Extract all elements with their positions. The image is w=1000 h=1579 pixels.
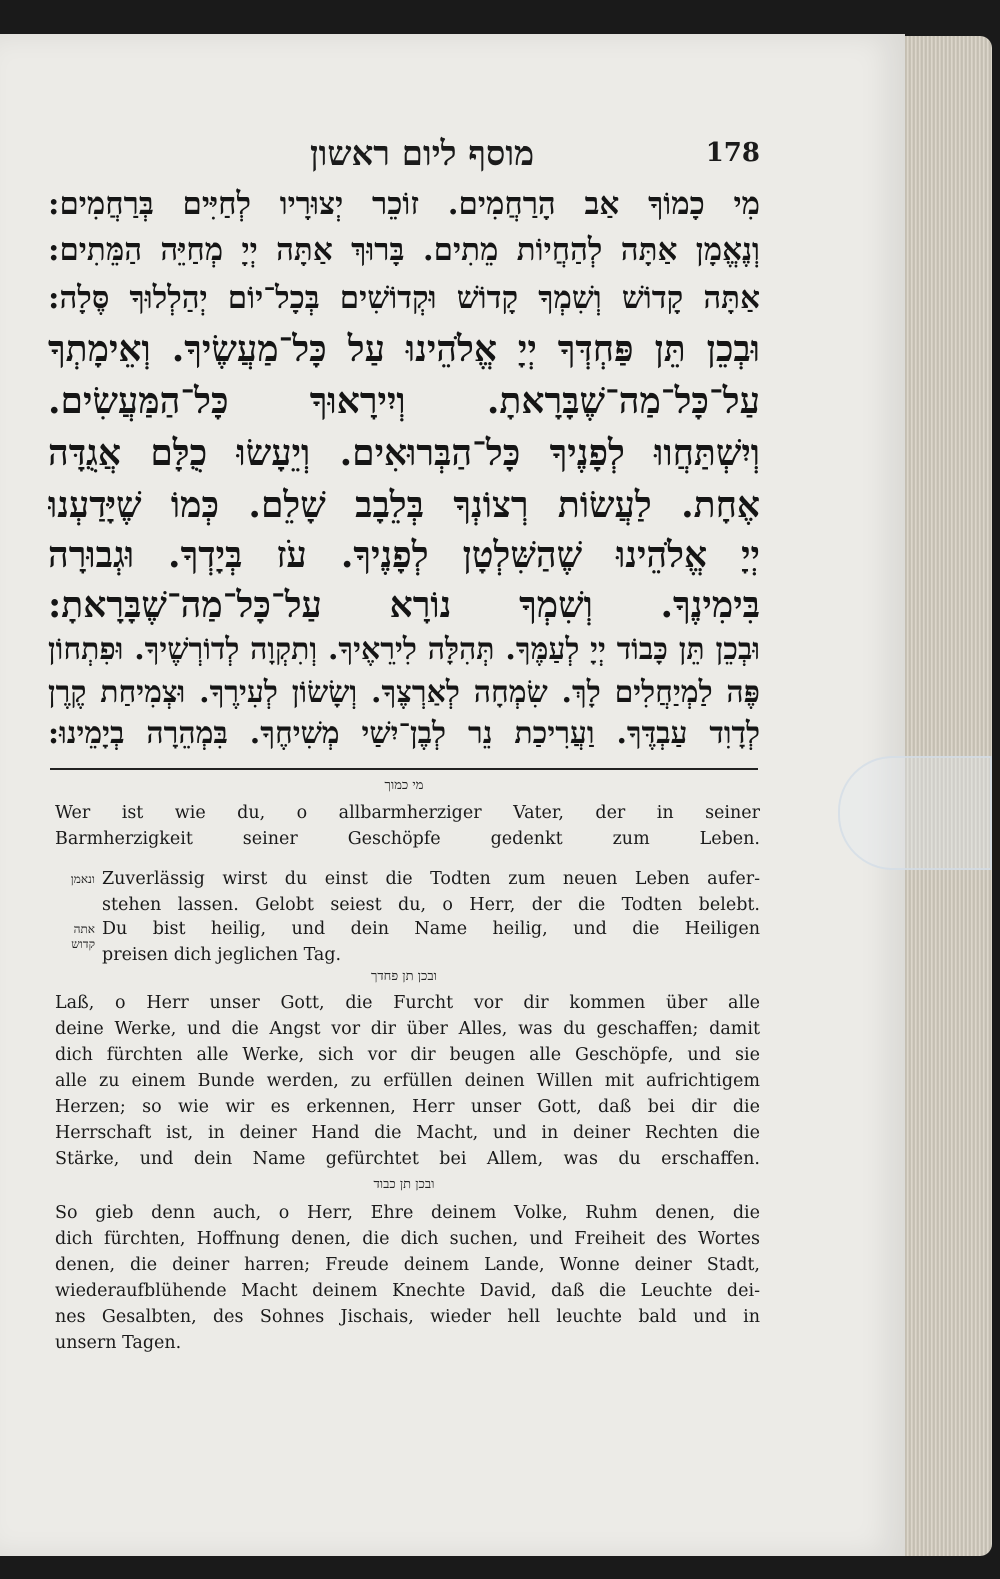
translation-paragraph	[102, 866, 760, 918]
translation-paragraph	[55, 1200, 760, 1356]
text-line: So gieb denn auch, o Herr, Ehre deinem Volke, Ruhm denen, die	[55, 1203, 760, 1223]
note-tag: אתה קדוש	[71, 922, 95, 951]
hebrew-line: מִי כָמוֹךָ אַב הָרַחֲמִים. זוֹכֵר יְצוּרָיו לְחַיִּים בְּרַחֲמִים:	[48, 186, 760, 222]
text-line: Herzen; so wie wir es erkennen, Herr unser Gott, daß bei dir die	[55, 1097, 760, 1117]
hebrew-line: פֶּה לַמְיַחֲלִים לָךְ. שִׂמְחָה לְאַרְצֶךָ. וְשָׂשׂוֹן לְעִירֶךָ. וּצְמִיחַת קֶרֶן	[48, 675, 760, 710]
translation-paragraph	[55, 990, 760, 1172]
hebrew-line: בִּימִינֶךָ. וְשִׁמְךָ נוֹרָא עַל־כָּל־מַה־שֶׁבָּרָאתָ:	[48, 584, 760, 626]
text-line: Stärke, und dein Name gefürchtet bei Allem, was du erschaffen.	[55, 1149, 760, 1169]
page-number: 178	[705, 138, 760, 168]
translation-paragraph	[102, 916, 760, 968]
text-line: Wer ist wie du, o allbarmherziger Vater, der in seiner	[55, 803, 760, 823]
text-line: wiederaufblühende Macht deinem Knechte David, daß die Leuchte dei-	[55, 1281, 760, 1301]
text-line: dich fürchten, Hoffnung denen, die dich suchen, und Freiheit des Wortes	[55, 1229, 760, 1249]
hebrew-line: אֶחָת. לַעֲשׂוֹת רְצוֹנְךָ בְּלֵבָב שָׁלֵם. כְּמוֹ שֶׁיָּדַעְנוּ	[48, 484, 760, 526]
text-line: deine Werke, und die Angst vor dir über Alles, was du geschaffen; damit	[55, 1019, 760, 1039]
text-line: Du bist heilig, und dein Name heilig, und die Heiligen	[102, 919, 760, 939]
text-line: stehen lassen. Gelobt seiest du, o Herr, der die Todten belebt.	[102, 895, 760, 915]
text-line: alle zu einem Bunde werden, zu erfüllen deinen Willen mit aufrichtigem	[55, 1071, 760, 1091]
text-line: dich fürchten alle Werke, sich vor dir beugen alle Geschöpfe, und sie	[55, 1045, 760, 1065]
note-heading: מי כמוך	[384, 778, 424, 793]
page-clip	[838, 756, 992, 870]
hebrew-line: יְיָ אֱלֹהֵינוּ שֶׁהַשִּׁלְטָן לְפָנֶיךָ. עֹז בְּיָדְךָ. וּגְבוּרָה	[48, 534, 760, 576]
translation-paragraph	[55, 800, 760, 852]
divider-rule	[50, 768, 758, 770]
hebrew-line: לְדָוִד עַבְדֶּךָ. וַעֲרִיכַת נֵר לְבֶן־יִשַׁי מְשִׁיחֶךָ. בִּמְהֵרָה בְיָמֵינוּ:	[48, 716, 760, 751]
note-heading: ובכן תן פחדך	[371, 969, 437, 984]
text-line: Laß, o Herr unser Gott, die Furcht vor dir kommen über alle	[55, 993, 760, 1013]
text-line: Zuverlässig wirst du einst die Todten zum neuen Leben aufer-	[102, 869, 760, 889]
hebrew-line: אַתָּה קָדוֹשׁ וְשִׁמְךָ קָדוֹשׁ וּקְדוֹשִׁים בְּכָל־יוֹם יְהַלְלוּךָ סֶּלָה:	[48, 280, 760, 316]
hebrew-line: וְנֶאֱמָן אַתָּה לְהַחֲיוֹת מֵתִים. בָּרוּךְ אַתָּה יְיָ מְחַיֵּה הַמֵּתִים:	[48, 232, 760, 268]
text-line: unsern Tagen.	[55, 1333, 182, 1353]
note-heading: ובכן תן כבוד	[373, 1177, 435, 1192]
note-tag: ונאמן	[70, 872, 95, 886]
text-line: Herrschaft ist, in deiner Hand die Macht, und in deiner Rechten die	[55, 1123, 760, 1143]
running-head: מוסף ליום ראשון	[310, 134, 535, 174]
hebrew-line: וּבְכֵן תֵּן כָּבוֹד יְיָ לְעַמֶּךָ. תְּהִלָּה לִירֵאֶיךָ. וְתִקְוָה לְדוֹרְשֶׁיךָ. וּפִתְחוֹן	[48, 632, 760, 667]
page-header	[60, 134, 760, 178]
text-line: nes Gesalbten, des Sohnes Jischais, wieder hell leuchte bald und in	[55, 1307, 760, 1327]
text-line: Barmherzigkeit seiner Geschöpfe gedenkt zum Leben.	[55, 829, 760, 849]
text-line: denen, die deiner harren; Freude deinem Lande, Wonne deiner Stadt,	[55, 1255, 760, 1275]
hebrew-line: וּבְכֵן תֵּן פַּחְדְּךָ יְיָ אֱלֹהֵינוּ עַל כָּל־מַעֲשֶׂיךָ. וְאֵימָתְךָ	[48, 328, 760, 370]
text-line: preisen dich jeglichen Tag.	[102, 945, 342, 965]
hebrew-line: עַל־כָּל־מַה־שֶׁבָּרָאתָ. וְיִירָאוּךָ כָּל־הַמַּעֲשִׂים.	[48, 380, 760, 422]
hebrew-line: וְיִשְׁתַּחֲווּ לְפָנֶיךָ כָּל־הַבְּרוּאִים. וְיֵעָשׂוּ כֻלָּם אֲגֻדָּה	[48, 432, 760, 474]
